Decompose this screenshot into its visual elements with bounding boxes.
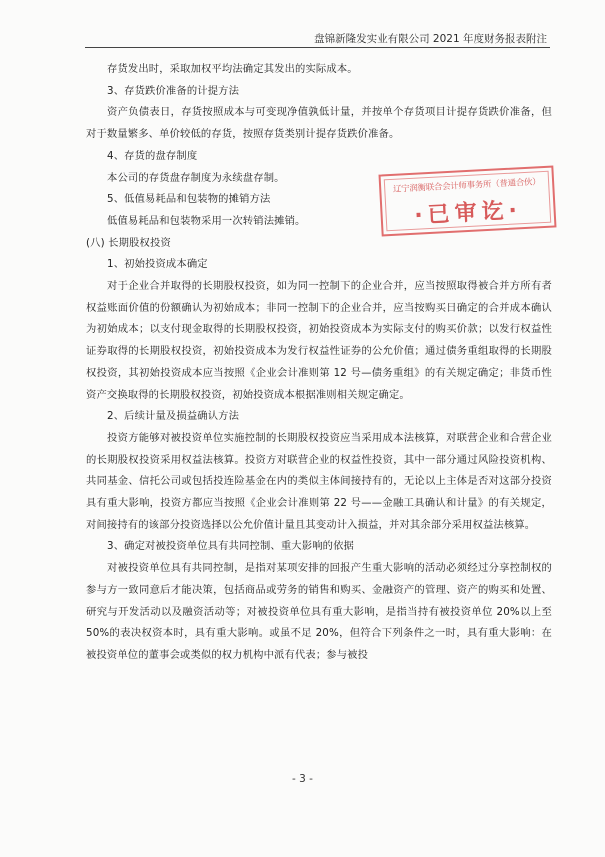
heading-subsequent-measurement: 2、后续计量及损益确认方法 (107, 410, 240, 423)
paragraph-inventory-count: 本公司的存货盘存制度为永续盘存制。 (107, 171, 285, 184)
stamp-audited-text: ·已审讫· (413, 198, 523, 229)
stamp-firm-name: 辽宁润衡联合会计师事务所（普通合伙） (392, 177, 541, 195)
heading-joint-control: 3、确定对被投资单位具有共同控制、重大影响的依据 (107, 540, 354, 553)
document-header: 盘锦新隆发实业有限公司 2021 年度财务报表附注 (314, 33, 547, 45)
paragraph-low-value-items: 低值易耗品和包装物采用一次转销法摊销。 (107, 214, 306, 227)
paragraph-inventory-issue: 存货发出时，采取加权平均法确定其发出的实际成本。 (107, 63, 358, 75)
section-heading-equity-investment: (八) 长期股权投资 (86, 236, 171, 249)
paragraph-initial-cost: 对于企业合并取得的长期股权投资，如为同一控制下的企业合并，应当按照取得被合并方所有者权益账面价值的份额确认为初始成本；非同一控制下的企业合并，应当按购买日确定的合并成本确认为初始成本；以支付现金取得的长期股权投资，初始投资成本为实际支付的购买价款；以发行权益性证券取得的长期股权投资，初始投资成本为发行权益性证券的公允价值；通过债务重组取得的长期股权投资，其初始投资成本应当按照《企业会计准则第 12 号—债务重组》的有关规定确定；非货币性资产交换取得的长期股权投资，初始投资成本根据准则相关规定确定。 (86, 280, 552, 401)
heading-inventory-impairment: 3、存货跌价准备的计提方法 (107, 84, 240, 97)
header-rule (85, 47, 550, 48)
heading-low-value-items: 5、低值易耗品和包装物的摊销方法 (107, 193, 271, 206)
page-number: - 3 - (292, 773, 313, 785)
heading-initial-cost: 1、初始投资成本确定 (107, 258, 208, 271)
document-body (86, 59, 552, 667)
audit-stamp (378, 165, 556, 236)
heading-inventory-count: 4、存货的盘存制度 (107, 149, 198, 162)
paragraph-inventory-impairment: 资产负债表日，存货按照成本与可变现净值孰低计量，并按单个存货项目计提存货跌价准备，但对于数量繁多、单价较低的存货，按照存货类别计提存货跌价准备。 (86, 106, 552, 141)
paragraph-joint-control: 对被投资单位具有共同控制，是指对某项安排的回报产生重大影响的活动必须经过分享控制权的参与方一致同意后才能决策，包括商品或劳务的销售和购买、金融资产的管理、资产的购买和处置、研究与开发活动以及融资活动等；对被投资单位具有重大影响，是指当持有被投资单位 20%以上至 50%的表决权资本时，具有重大影响。或虽不足 20%，但符合下列条件之一时，具有重大影响：在被投资单位的董事会或类似的权力机构中派有代表；参与被投 (86, 562, 552, 661)
paragraph-subsequent-measurement: 投资方能够对被投资单位实施控制的长期股权投资应当采用成本法核算，对联营企业和合营企业的长期股权投资采用权益法核算。投资方对联营企业的权益性投资，其中一部分通过风险投资机构、共同基金、信托公司或包括投连险基金在内的类似主体间接持有的，无论以上主体是否对这部分投资具有重大影响，投资方都应当按照《企业会计准则第 22 号——金融工具确认和计量》的有关规定，对间接持有的该部分投资选择以公允价值计量且其变动计入损益，并对其余部分采用权益法核算。 (86, 431, 552, 531)
